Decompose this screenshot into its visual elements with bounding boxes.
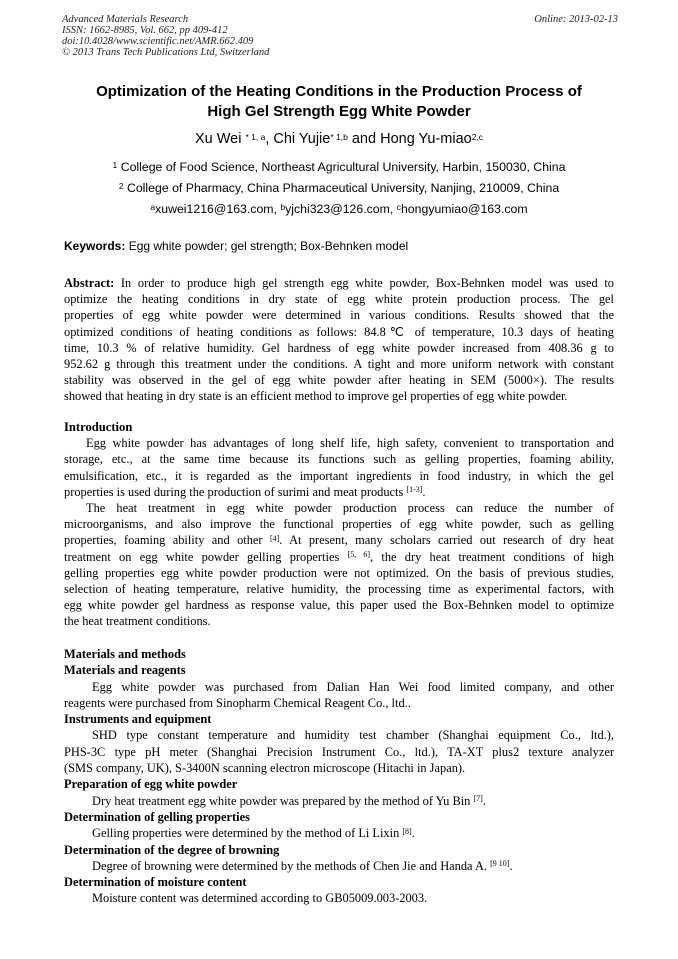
abstract-line: properties of egg white powder were determined in various conditions. Results showed that the xyxy=(64,308,614,323)
keywords-label: Keywords: xyxy=(64,239,126,253)
copyright: © 2013 Trans Tech Publications Ltd, Switzerland xyxy=(62,47,270,58)
body-line xyxy=(64,858,614,874)
body-text: Dry heat treatment egg white powder was prepared by the method of Yu Bin xyxy=(92,793,474,808)
subheading-gelling: Determination of gelling properties xyxy=(64,809,250,824)
title-line-2: High Gel Strength Egg White Powder xyxy=(207,102,471,120)
body-text: . xyxy=(411,826,415,841)
body-line: reagents were purchased from Sinopharm Chemical Reagent Co., ltd.. xyxy=(64,695,411,710)
journal-header xyxy=(62,14,618,58)
intro-line: The heat treatment in egg white powder production process can reduce the number of xyxy=(86,500,614,515)
author-1: Xu Wei xyxy=(194,131,246,147)
intro-text: , the dry heat treatment conditions of high xyxy=(370,549,614,564)
journal-name: Advanced Materials Research xyxy=(62,14,189,25)
citation: [4] xyxy=(269,533,280,543)
body-line: PHS-3C type pH meter (Shanghai Precision Instrument Co., ltd.), TA-XT plus2 texture analyzer xyxy=(64,744,614,759)
intro-line xyxy=(64,532,614,548)
author-3-sup: 2,c xyxy=(471,132,484,143)
abstract-line: showed that heating in dry state is an efficient method to improve gel properties of egg white powder. xyxy=(64,389,568,404)
body-text: . xyxy=(482,793,486,808)
introduction-heading: Introduction xyxy=(64,420,133,434)
author-1-sup: * 1, a xyxy=(245,132,266,143)
intro-line: storage, etc., at the same time because its functions such as gelling properties, foaming ability, xyxy=(64,452,614,467)
aff1-sup: 1 xyxy=(112,160,118,171)
abstract-line: optimized conditions of heating conditions as follows: 84.8℃ of temperature, 10.3 days of heating xyxy=(64,324,614,339)
author-3: and Hong Yu-miao xyxy=(347,131,472,147)
keywords-text: Egg white powder; gel strength; Box-Behnken model xyxy=(125,239,409,253)
intro-line: gelling properties egg white powder production were not optimized. On the basis of previous studies, xyxy=(64,565,614,580)
body-text: . xyxy=(509,858,513,873)
intro-text: . At present, many scholars carried out research of dry heat xyxy=(279,533,614,548)
citation: [1-3] xyxy=(406,485,423,495)
online-date: Online: 2013-02-13 xyxy=(534,14,618,25)
abstract xyxy=(64,275,614,405)
doi: doi:10.4028/www.scientific.net/AMR.662.409 xyxy=(62,36,254,47)
materials-heading: Materials and methods xyxy=(64,647,186,661)
issn: ISSN: 1662-8985, Vol. 662, pp 409-412 xyxy=(62,25,228,36)
aff2-sup: 2 xyxy=(118,181,124,192)
abstract-text: In order to produce high gel strength egg white powder, Box-Behnken model was used to xyxy=(114,276,614,290)
subheading-moisture: Determination of moisture content xyxy=(64,875,247,890)
intro-text: treatment on egg white powder gelling properties xyxy=(64,549,340,564)
author-2: , Chi Yujie xyxy=(265,131,331,147)
abstract-line: stability was observed in the gel of egg white powder after heating in SEM (5000×). The results xyxy=(64,373,614,388)
email-c-sup: c xyxy=(396,202,401,213)
affiliation-2 xyxy=(40,180,638,196)
keywords xyxy=(64,238,624,254)
email-c: hongyumiao@163.com xyxy=(400,202,528,216)
abstract-label: Abstract: xyxy=(64,276,115,290)
intro-line: the heat treatment conditions. xyxy=(64,614,211,629)
citation: [5, 6] xyxy=(347,549,371,559)
email-b-sup: b xyxy=(280,202,286,213)
intro-text: properties, foaming ability and other xyxy=(64,533,263,548)
citation: [9 10] xyxy=(490,859,510,869)
abstract-line xyxy=(64,275,614,291)
intro-text: . xyxy=(422,484,426,499)
email-b: yjchi323@126.com, xyxy=(285,202,397,216)
email-list xyxy=(40,201,638,217)
subheading-browning: Determination of the degree of browning xyxy=(64,842,280,857)
body-line: SHD type constant temperature and humidity test chamber (Shanghai equipment Co., ltd.), xyxy=(92,728,614,743)
aff1-text: College of Food Science, Northeast Agricultural University, Harbin, 150030, China xyxy=(117,160,566,174)
body-line: Moisture content was determined according to GB05009.003-2003. xyxy=(92,891,428,906)
subheading-instruments: Instruments and equipment xyxy=(64,712,212,727)
intro-line: emulsification, etc., it is regarded as the important ingredients in food industry, in which the gel xyxy=(64,468,614,483)
body-text: Degree of browning were determined by the methods of Chen Jie and Handa A. xyxy=(92,858,491,873)
body-line xyxy=(64,793,614,809)
intro-line: selection of heating temperature, relative humidity, the processing time as experimental factors, with xyxy=(64,581,614,596)
abstract-line: 952.62 g through this treatment under the conditions. A tight and more uniform network with constant xyxy=(64,356,614,371)
abstract-line: time, 10.3 % of relative humidity. Gel hardness of egg white powder increased from 408.36 g to xyxy=(64,340,614,355)
citation: [7] xyxy=(473,794,483,804)
subheading-preparation: Preparation of egg white powder xyxy=(64,777,238,792)
paper-title xyxy=(40,82,638,121)
affiliation-1 xyxy=(40,159,638,175)
introduction xyxy=(64,419,614,629)
body-line: Egg white powder was purchased from Dalian Han Wei food limited company, and other xyxy=(92,679,614,694)
materials-and-methods xyxy=(64,646,614,907)
body-text: Gelling properties were determined by the method of Li Lixin xyxy=(92,826,403,841)
intro-text: properties is used during the production of surimi and meat products xyxy=(64,484,404,499)
body-line xyxy=(64,825,614,841)
title-line-1: Optimization of the Heating Conditions in the Production Process of xyxy=(96,83,582,100)
email-a-sup: a xyxy=(150,202,156,213)
intro-line xyxy=(64,484,614,500)
email-a: xuwei1216@163.com, xyxy=(155,202,281,216)
abstract-line: optimize the heating conditions in dry state of egg white protein production process. The gel xyxy=(64,292,614,307)
author-list xyxy=(40,130,638,148)
intro-line xyxy=(64,549,614,565)
intro-line: microorganisms, and also improve the functional properties of egg white powder, such as gelling xyxy=(64,517,614,532)
subheading-materials-reagents: Materials and reagents xyxy=(64,663,186,678)
aff2-text: College of Pharmacy, China Pharmaceutical University, Nanjing, 210009, China xyxy=(123,181,560,195)
citation: [8] xyxy=(402,826,412,836)
body-line: (SMS company, UK), S-3400N scanning electron microscope (Hitachi in Japan). xyxy=(64,761,466,776)
intro-line: Egg white powder has advantages of long shelf life, high safety, convenient to transportation and xyxy=(86,436,614,451)
author-2-sup: * 1,b xyxy=(330,132,348,143)
intro-line: egg white powder gel hardness as response value, this paper used the Box-Behnken model to optimize xyxy=(64,598,614,613)
